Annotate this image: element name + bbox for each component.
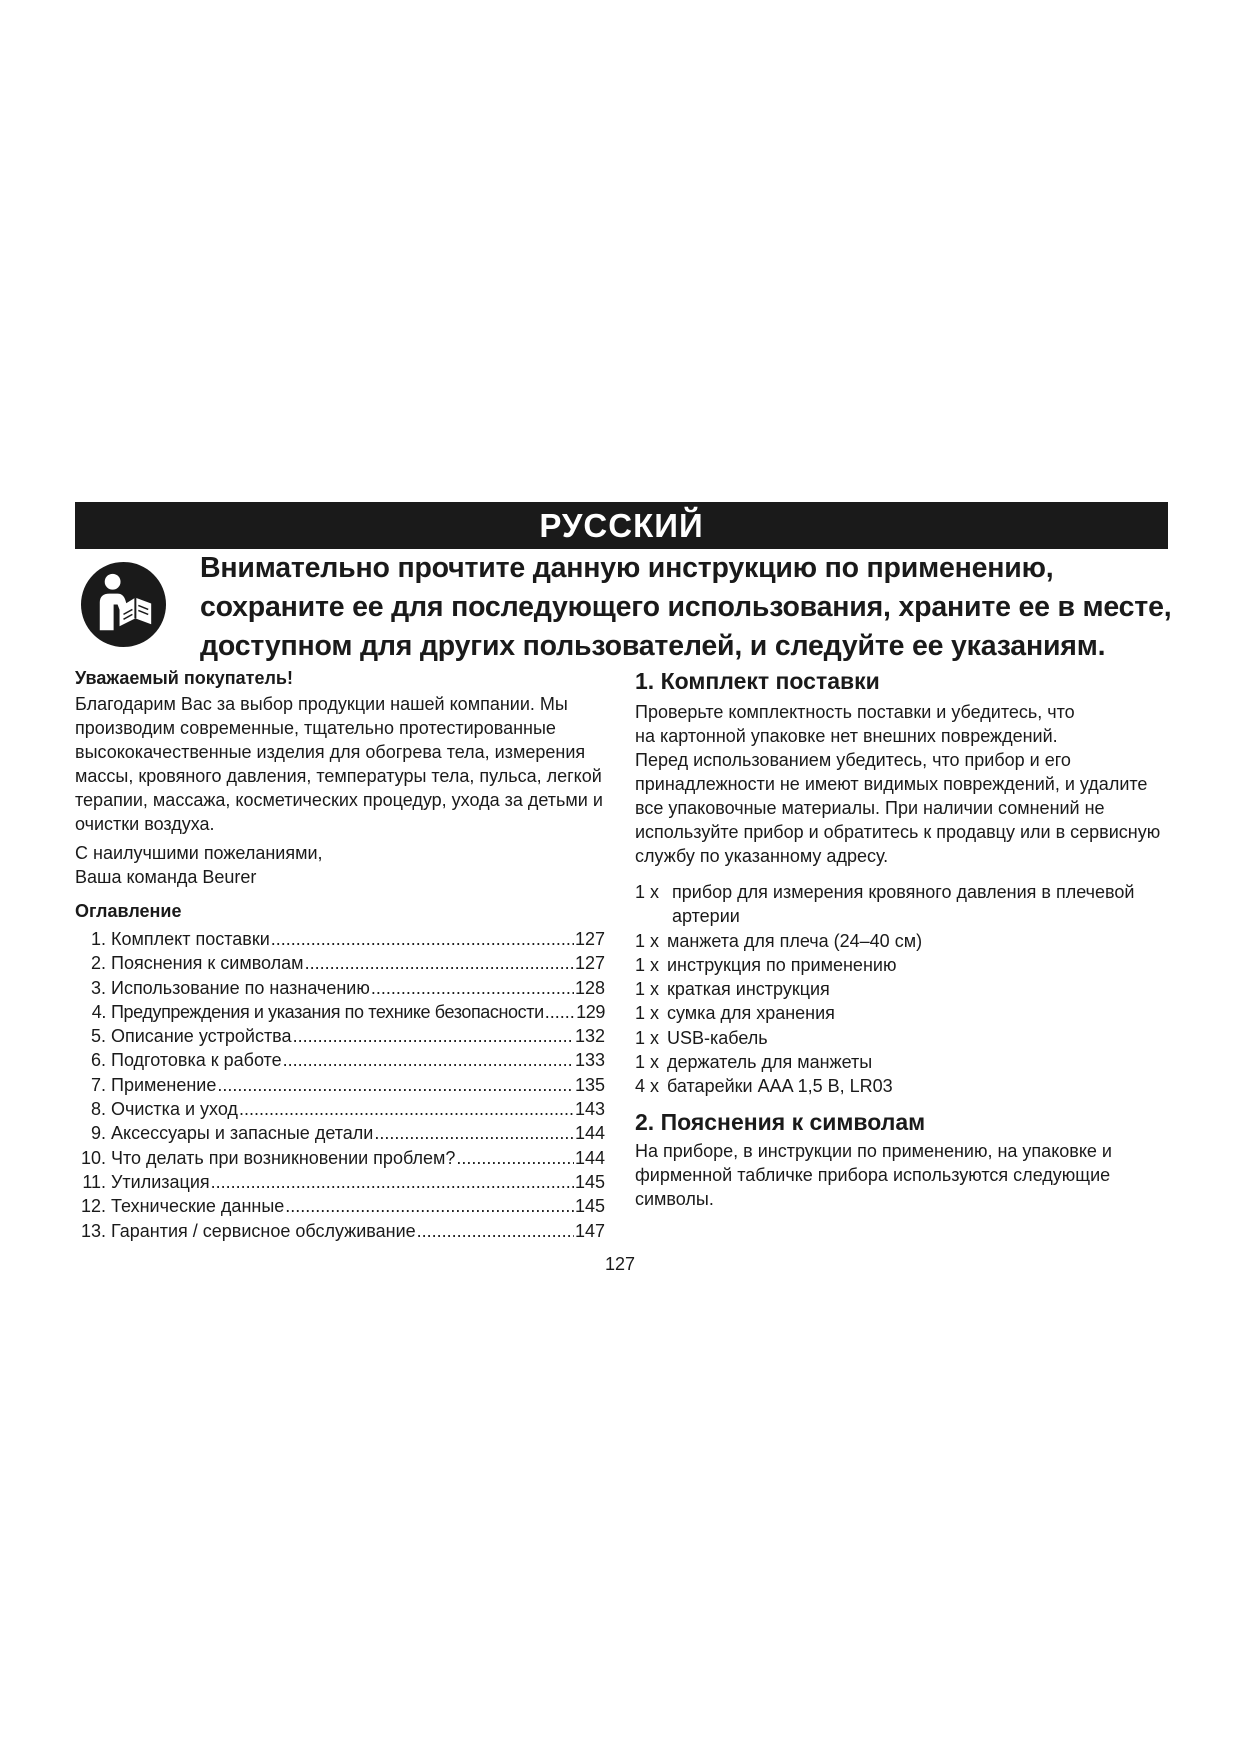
section-1-para-2: Перед использованием убедитесь, что прибор и его принадлежности не имеют видимых повреждений, и удалите все упаковочные материалы. При наличии сомнений не используйте прибор и обратитесь к продавцу или в сервисную службу по указанному адресу. (635, 750, 1161, 866)
list-item (635, 953, 1180, 977)
toc-item-page: 145 (574, 1171, 605, 1192)
toc-item-label: Утилизация (111, 1171, 210, 1192)
item-description: краткая инструкция (667, 979, 830, 1000)
toc-leader-dots (211, 1170, 574, 1194)
toc-item-page: 145 (574, 1196, 605, 1217)
toc-item[interactable] (75, 1219, 605, 1243)
item-quantity: 1 x (635, 1003, 660, 1024)
toc-item[interactable] (75, 976, 605, 1000)
toc-item-number: 3. (90, 977, 106, 998)
list-item (635, 1026, 1180, 1050)
toc-leader-dots (271, 927, 574, 951)
toc-item-number: 7. (90, 1074, 106, 1095)
greeting-body: Благодарим Вас за выбор продукции нашей компании. Мы производим современные, тщательно протестированные высококачественные изделия для обогрева тела, измерения массы, кровяного давления, температуры тела, пульса, легкой терапии, массажа, косметических процедур, ухода за детьми и очистки воздуха. (75, 694, 603, 834)
item-quantity: 4 x (635, 1076, 660, 1097)
toc-item-number: 8. (90, 1099, 106, 1120)
toc-item-page: 144 (574, 1123, 605, 1144)
toc-leader-dots (371, 976, 574, 1000)
toc-item-label: Гарантия / сервисное обслуживание (111, 1220, 416, 1241)
toc-item-number: 6. (90, 1050, 106, 1071)
toc-item-page: 129 (576, 1001, 605, 1022)
toc-item[interactable] (75, 1000, 605, 1024)
toc-item-page: 143 (574, 1099, 605, 1120)
toc-item-label: Что делать при возникновении проблем? (111, 1147, 456, 1168)
toc-item-number: 11. (82, 1171, 106, 1192)
list-item (635, 977, 1180, 1001)
toc-item-label: Пояснения к символам (111, 953, 304, 974)
left-column (75, 666, 605, 1243)
toc-item-page: 128 (574, 977, 605, 998)
item-description: инструкция по применению (667, 954, 897, 975)
list-item (635, 880, 1180, 929)
toc-leader-dots (417, 1219, 574, 1243)
toc-leader-dots (239, 1097, 574, 1121)
toc-item-label: Технические данные (111, 1196, 285, 1217)
toc-item-label: Подготовка к работе (111, 1050, 282, 1071)
toc-item[interactable] (75, 1146, 605, 1170)
language-header-bar (75, 502, 1168, 549)
item-quantity: 1 x (635, 954, 660, 975)
toc-item[interactable] (75, 927, 605, 951)
item-description: прибор для измерения кровяного давления в плечевой артерии (672, 882, 1135, 927)
toc-item-page: 144 (574, 1147, 605, 1168)
item-quantity: 1 x (635, 1027, 660, 1048)
language-title: РУССКИЙ (539, 507, 704, 544)
toc-item[interactable] (75, 1048, 605, 1072)
toc-item-number: 2. (90, 953, 106, 974)
item-quantity: 1 x (635, 882, 660, 902)
greeting-title: Уважаемый покупатель! (75, 668, 293, 688)
toc-item[interactable] (75, 1097, 605, 1121)
item-description: сумка для хранения (667, 1003, 835, 1024)
toc-item-label: Очистка и уход (111, 1099, 238, 1120)
toc-item-label: Описание устройства (111, 1026, 292, 1047)
read-instructions-icon (80, 561, 167, 648)
list-item (635, 1050, 1180, 1074)
toc-item[interactable] (75, 1194, 605, 1218)
item-description: USB-кабель (667, 1027, 768, 1048)
toc-item-label: Аксессуары и запасные детали (111, 1123, 374, 1144)
list-item (635, 1074, 1180, 1098)
intro-instruction-text: Внимательно прочтите данную инструкцию по применению, сохраните ее для последующего использования, храните ее в месте, доступном для других пользователей, и следуйте ее указаниям. (200, 552, 1172, 662)
closing-line-2: Ваша команда Beurer (75, 867, 257, 887)
closing-line-1: С наилучшими пожеланиями, (75, 843, 323, 863)
toc-leader-dots (283, 1048, 574, 1072)
item-description: держатель для манжеты (667, 1052, 873, 1073)
table-of-contents (75, 927, 605, 1243)
toc-item-page: 133 (574, 1050, 605, 1071)
list-item (635, 1001, 1180, 1025)
toc-item-label: Предупреждения и указания по технике безопасности (111, 1001, 544, 1022)
toc-item-label: Использование по назначению (111, 977, 370, 998)
toc-item[interactable] (75, 1170, 605, 1194)
toc-item[interactable] (75, 1121, 605, 1145)
toc-leader-dots (217, 1073, 574, 1097)
toc-leader-dots (545, 1000, 575, 1024)
page-number: 127 (604, 1254, 636, 1274)
toc-leader-dots (293, 1024, 574, 1048)
item-description: батарейки AAA 1,5 В, LR03 (667, 1076, 893, 1097)
item-quantity: 1 x (635, 930, 660, 951)
toc-title: Оглавление (75, 901, 182, 921)
toc-item-number: 13. (80, 1220, 106, 1241)
toc-item[interactable] (75, 951, 605, 975)
toc-item-number: 12. (80, 1196, 106, 1217)
toc-leader-dots (456, 1146, 574, 1170)
item-quantity: 1 x (635, 1052, 660, 1073)
toc-item-page: 127 (574, 953, 605, 974)
item-quantity: 1 x (635, 979, 660, 1000)
toc-item-number: 5. (90, 1026, 106, 1047)
section-1-para-1-line-2: на картонной упаковке нет внешних повреждений. (635, 726, 1058, 746)
section-2-title: 2. Пояснения к символам (635, 1108, 926, 1135)
toc-item[interactable] (75, 1073, 605, 1097)
toc-item-page: 135 (574, 1074, 605, 1095)
right-column (635, 666, 1180, 1211)
toc-item-number: 10. (80, 1147, 106, 1168)
toc-leader-dots (285, 1194, 574, 1218)
toc-item-page: 147 (574, 1220, 605, 1241)
section-1-title: 1. Комплект поставки (635, 668, 880, 694)
toc-item-label: Применение (111, 1074, 217, 1095)
section-1-para-1-line-1: Проверьте комплектность поставки и убедитесь, что (635, 702, 1075, 722)
toc-leader-dots (374, 1121, 574, 1145)
toc-item-number: 4. (91, 1001, 106, 1022)
toc-item[interactable] (75, 1024, 605, 1048)
item-description: манжета для плеча (24–40 см) (667, 930, 923, 951)
toc-item-page: 127 (574, 929, 605, 949)
delivery-contents-list (635, 880, 1180, 1099)
toc-leader-dots (305, 951, 574, 975)
toc-item-number: 1. (90, 929, 106, 949)
toc-item-page: 132 (574, 1026, 605, 1047)
list-item (635, 929, 1180, 953)
section-2-body: На приборе, в инструкции по применению, на упаковке и фирменной табличке прибора используются следующие символы. (635, 1140, 1112, 1209)
toc-item-label: Комплект поставки (111, 929, 270, 949)
toc-item-number: 9. (90, 1123, 106, 1144)
